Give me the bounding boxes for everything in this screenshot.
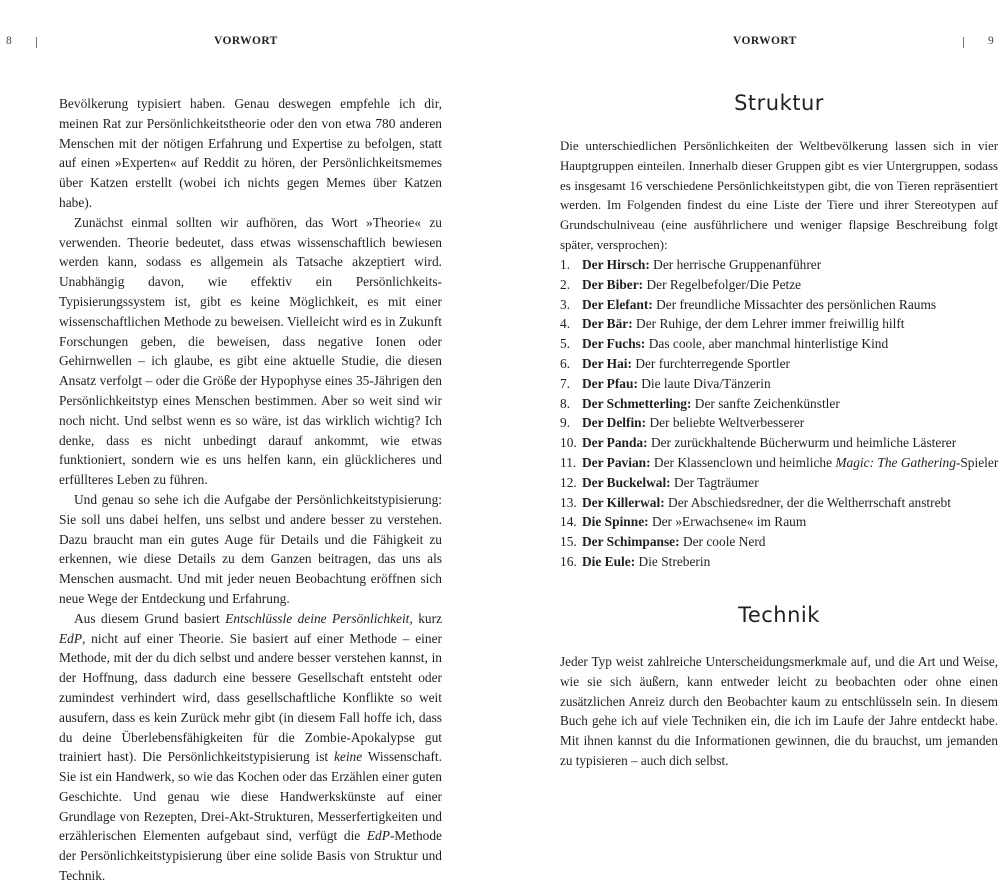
text-run: Wissenschaft. Sie ist ein Handwerk, so wie das Kochen oder das Erzählen einer guten Geschichte. Und genau wie diese Handwerkskünste auf einer Grundlage von Rezepten, Drei-Akt-Strukturen, Messerfertigkeiten und erzählerischen Elementen aufgebaut sind, verfügt die (59, 749, 442, 844)
list-item-text (582, 453, 998, 473)
animal-name: Der Pavian: (582, 454, 651, 470)
page-number-divider (36, 37, 37, 48)
page-number-right: 9 (988, 35, 994, 47)
body-paragraph (59, 490, 442, 609)
animal-name: Der Killerwal: (582, 494, 665, 510)
technik-paragraph: Jeder Typ weist zahlreiche Unterscheidungsmerkmale auf, und die Art und Weise, wie sie sich äußern, kann entweder leicht zu beobachten oder ohne einen zusätzlichen Anreiz durch den Beobachter kaum zu entschlüsseln sein. In diesem Buch gehe ich auf viele Techniken ein, die ich im Laufe der Jahre entdeckt habe. Mit ihnen kannst du die Informationen gewinnen, die du brauchst, um jemanden zu typisieren – auch dich selbst. (560, 654, 998, 768)
struktur-intro (560, 137, 998, 256)
animal-name: Der Fuchs: (582, 336, 646, 352)
animal-name: Der Delfin: (582, 415, 647, 431)
animal-name: Der Panda: (582, 435, 648, 451)
text-run: Die Streberin (635, 553, 711, 569)
list-item-number: 9. (560, 415, 571, 431)
list-item (560, 354, 1000, 374)
text-run: Der coole Nerd (679, 534, 766, 550)
list-item-number: 2. (560, 276, 571, 292)
text-run: Bevölkerung typisiert haben. Genau deswegen empfehle ich dir, meinen Rat zur Persönlichkeitstheorie oder den von etwa 780 anderen Menschen mit der nötigen Erfahrung und Expertise zu befolgen, statt auf einen »Experten« auf Reddit zu hören, der Persönlichkeitsmemes über Katzen erstellt (wobei ich nichts gegen Memes über Katzen habe). (59, 96, 442, 210)
body-paragraph (59, 213, 442, 490)
text-run: , nicht auf einer Theorie. Sie basiert auf einer Methode – einer Methode, mit der du dich selbst und andere besser verstehen kannst, in der Hoffnung, dass dadurch eine bessere Gesellschaft entsteht oder zumindest verhindert wird, dass gesellschaftliche Konflikte so weit ausufern, dass es kein Zurück mehr gibt (in diesem Fall hoffe ich, dass du deine Überlebensfähigkeiten für die Zombie-Apokalypse gut trainiert hast). Die Persönlichkeitstypisierung ist (59, 630, 442, 765)
list-item-number: 15. (560, 534, 577, 550)
list-item (560, 512, 1000, 532)
animal-name: Der Schimpanse: (582, 534, 680, 550)
animal-name: Der Pfau: (582, 375, 638, 391)
text-run: Der zurückhaltende Bücherwurm und heimliche Lästerer (647, 435, 957, 451)
list-item-number: 6. (560, 355, 571, 371)
page-number-divider (963, 37, 964, 48)
list-item-number: 14. (560, 514, 577, 530)
list-item-number: 5. (560, 336, 571, 352)
animal-name: Der Bär: (582, 316, 633, 332)
technik-text (560, 652, 998, 771)
list-item-text (582, 552, 710, 572)
list-item-number: 12. (560, 474, 577, 490)
list-item-number: 13. (560, 494, 577, 510)
text-run: Der furchterregende Sportler (631, 355, 790, 371)
list-item-text (582, 532, 765, 552)
text-run: -Spieler (955, 454, 999, 470)
list-item (560, 295, 1000, 315)
text-run: Der Klassenclown und heimliche (650, 454, 836, 470)
list-item-text (582, 512, 806, 532)
animal-name: Die Spinne: (582, 514, 649, 530)
text-run: Der beliebte Weltverbesserer (646, 415, 805, 431)
text-run: Aus diesem Grund basiert (74, 610, 226, 626)
list-item-number: 16. (560, 553, 577, 569)
text-run: Die laute Diva/Tänzerin (637, 375, 771, 391)
text-run: Der freundliche Missachter des persönlichen Raums (652, 296, 937, 312)
section-heading-struktur: Struktur (734, 91, 824, 115)
animal-name: Der Hai: (582, 355, 632, 371)
list-item (560, 453, 1000, 473)
italic-text: Entschlüssle deine Persönlichkeit (225, 610, 410, 626)
text-run: Der Regelbefolger/Die Petze (643, 276, 802, 292)
text-run: -Methode der Persönlichkeitstypisierung über eine solide Basis von Struktur und Technik. (59, 828, 442, 884)
list-item-number: 3. (560, 296, 571, 312)
list-item (560, 552, 1000, 572)
struktur-intro-paragraph: Die unterschiedlichen Persönlichkeiten der Weltbevölkerung lassen sich in vier Hauptgruppen einteilen. Innerhalb dieser Gruppen gibt es vier Untergruppen, sodass es insgesamt 16 verschiedene Persönlichkeitstypen gibt, die von Tieren repräsentiert werden. Im Folgenden findest du eine Liste der Tiere und ihrer Stereotypen auf Grundschulniveau (eine ausführlichere und weniger flapsige Beschreibung folgt später, versprochen): (560, 139, 998, 252)
list-item (560, 314, 1000, 334)
list-item-number: 8. (560, 395, 571, 411)
list-item (560, 394, 1000, 414)
list-item (560, 413, 1000, 433)
animal-name: Der Hirsch: (582, 257, 650, 272)
left-body-text (59, 94, 442, 886)
body-paragraph (59, 609, 442, 886)
italic-text: keine (333, 749, 363, 765)
text-run: Der »Erwachsene« im Raum (648, 514, 807, 530)
list-item (560, 374, 1000, 394)
list-item (560, 473, 1000, 493)
list-item-text (582, 473, 759, 493)
list-item-text (582, 275, 801, 295)
animal-name: Der Biber: (582, 276, 644, 292)
list-item (560, 275, 1000, 295)
running-head-right: VORWORT (733, 35, 797, 47)
list-item-text (582, 493, 951, 513)
text-run: , kurz (409, 610, 442, 626)
list-item-text (582, 394, 840, 414)
list-item-text (582, 354, 790, 374)
list-item-number: 11. (560, 454, 577, 470)
list-item-number: 4. (560, 316, 571, 332)
list-item-text (582, 413, 804, 433)
text-run: Der Tagträumer (670, 474, 759, 490)
list-item (560, 532, 1000, 552)
list-item-text (582, 334, 888, 354)
list-item-number: 1. (560, 257, 571, 272)
text-run: Der Ruhige, der dem Lehrer immer freiwillig hilft (632, 316, 905, 332)
text-run: Der sanfte Zeichenkünstler (691, 395, 840, 411)
list-item-number: 10. (560, 435, 577, 451)
animal-name: Der Schmetterling: (582, 395, 692, 411)
running-head-left: VORWORT (214, 35, 278, 47)
text-run: Der Abschiedsredner, der die Weltherrschaft anstrebt (664, 494, 951, 510)
list-item-text (582, 433, 956, 453)
text-run: Der herrische Gruppenanführer (649, 257, 822, 272)
list-item (560, 255, 1000, 275)
text-run: Zunächst einmal sollten wir aufhören, das Wort »Theorie« zu verwenden. Theorie bedeutet, dass etwas wissenschaftlich bewiesen werden kann, sodass es allgemein als Tatsache akzeptiert wird. Unabhängig davon, wie effektiv ein Persönlichkeits-Typisierungssystem ist, gibt es keine Möglichkeit, es mit einer wissenschaftlichen Methode zu beweisen. Vielleicht wird es in Zukunft Forschungen geben, die beweisen, dass negative Ionen oder Gehirnwellen – ich glaube, es gibt eine aktuelle Studie, die diesen Ansatz verfolgt – oder die Größe der Hypophyse eines 35-Jährigen den Persönlichkeitstyp eines Menschen bestimmen. Aber so weit sind wir noch nicht. Und selbst wenn es so wäre, ist das wirklich wichtig? Ich denke, dass es nicht unbedingt darauf ankommt, wie etwas funktioniert, sondern wie es uns helfen kann, ein glücklicheres und erfüllteres Leben zu führen. (59, 214, 442, 488)
body-paragraph (59, 94, 442, 213)
animal-name: Die Eule: (582, 553, 636, 569)
italic-text: EdP (366, 828, 390, 844)
text-run: Das coole, aber manchmal hinterlistige Kind (645, 336, 889, 352)
list-item-text (582, 255, 821, 275)
list-item-text (582, 374, 771, 394)
animal-name: Der Buckelwal: (582, 474, 671, 490)
list-item (560, 433, 1000, 453)
page-number-left: 8 (6, 35, 12, 47)
list-item-text (582, 314, 905, 334)
animal-type-list (560, 255, 1000, 572)
list-item-number: 7. (560, 375, 571, 391)
italic-text: Magic: The Gathering (835, 454, 956, 470)
list-item (560, 493, 1000, 513)
list-item-text (582, 295, 936, 315)
list-item (560, 334, 1000, 354)
animal-name: Der Elefant: (582, 296, 653, 312)
text-run: Und genau so sehe ich die Aufgabe der Persönlichkeitstypisierung: Sie soll uns dabei helfen, uns selbst und andere besser zu verstehen. Dazu braucht man ein gutes Auge für Details und die Fähigkeit zu erkennen, wie diese Details zu dem Ganzen beitragen, das uns als Menschen ausmacht. Und mit jeder neuen Beobachtung eröffnen sich neue Wege der Entdeckung und Erfahrung. (59, 491, 442, 606)
section-heading-technik: Technik (738, 603, 820, 627)
italic-text: EdP (59, 630, 83, 646)
left-page (0, 0, 500, 884)
